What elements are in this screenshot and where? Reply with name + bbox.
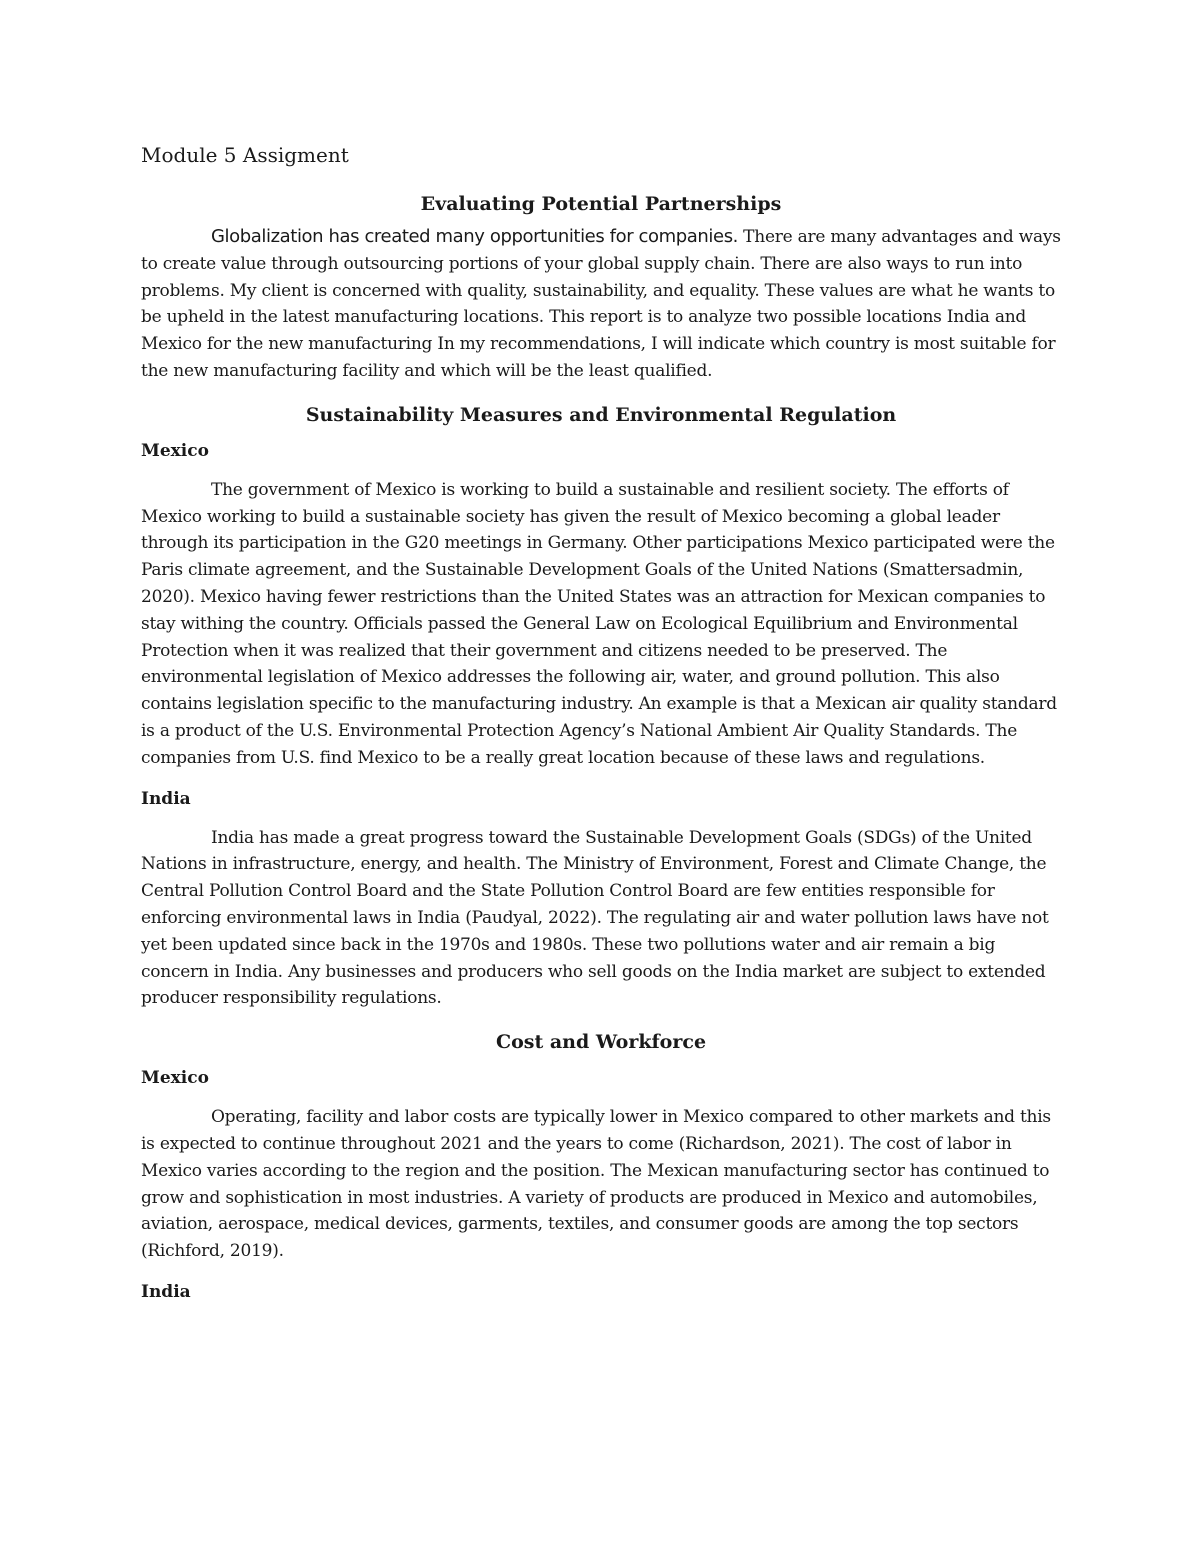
paragraph-mexico-sustainability: The government of Mexico is working to build a sustainable and resilient society. The efforts of Mexico working to build a sustainable society has given the result of Mexico becoming a global leader through its participation in the G20 meetings in Germany. Other participations Mexico participated were the Paris climate agreement, and the Sustainable Development Goals of the United Nations (Smattersadmin, 2020). Mexico having fewer restrictions than the United States was an attraction for Mexican companies to stay withing the country. Officials passed the General Law on Ecological Equilibrium and Environmental Protection when it was realized that their government and citizens needed to be preserved. The environmental legislation of Mexico addresses the following air, water, and ground pollution. This also contains legislation specific to the manufacturing industry. An example is that a Mexican air quality standard is a product of the U.S. Environmental Protection Agency’s National Ambient Air Quality Standards. The companies from U.S. find Mexico to be a really great location because of these laws and regulations. <box>141 479 1057 768</box>
document-title: Evaluating Potential Partnerships <box>420 193 782 215</box>
subheading-mexico-cost: Mexico <box>141 1068 209 1089</box>
paragraph-mexico-cost: Operating, facility and labor costs are typically lower in Mexico compared to other markets and this is expected to continue throughout 2021 and the years to come (Richardson, 2021). The cost of labor in Mexico varies according to the region and the position. The Mexican manufacturing sector has continued to grow and sophistication in most industries. A variety of products are produced in Mexico and automobiles, aviation, aerospace, medical devices, garments, textiles, and consumer goods are among the top sectors (Richford, 2019). <box>141 1107 1051 1262</box>
section-heading-cost-workforce: Cost and Workforce <box>495 1031 707 1054</box>
section-heading-sustainability: Sustainability Measures and Environmental Regulation <box>305 403 897 426</box>
subheading-india-sustainability: India <box>141 788 191 809</box>
document-page <box>141 140 1061 1318</box>
paragraph-india-sustainability: India has made a great progress toward the Sustainable Development Goals (SDGs) of the United Nations in infrastructure, energy, and health. The Ministry of Environment, Forest and Climate Change, the Central Pollution Control Board and the State Pollution Control Board are few entities responsible for enforcing environmental laws in India (Paudyal, 2022). The regulating air and water pollution laws have not yet been updated since back in the 1970s and 1980s. These two pollutions water and air remain a big concern in India. Any businesses and producers who sell goods on the India market are subject to extended producer responsibility regulations. <box>141 827 1049 1009</box>
subheading-india-cost: India <box>141 1281 191 1302</box>
intro-paragraph <box>141 224 1061 385</box>
module-title: Module 5 Assigment <box>141 143 349 167</box>
subheading-mexico-sustainability: Mexico <box>141 440 209 461</box>
intro-rest: There are many advantages and ways to create value through outsourcing portions of your global supply chain. There are also ways to run into problems. My client is concerned with quality, sustainability, and equality. These values are what he wants to be upheld in the latest manufacturing locations. This report is to analyze two possible locations India and Mexico for the new manufacturing In my recommendations, I will indicate which country is most suitable for the new manufacturing facility and which will be the least qualified. <box>141 227 1061 381</box>
intro-first-sentence: Globalization has created many opportunities for companies. <box>211 226 739 247</box>
